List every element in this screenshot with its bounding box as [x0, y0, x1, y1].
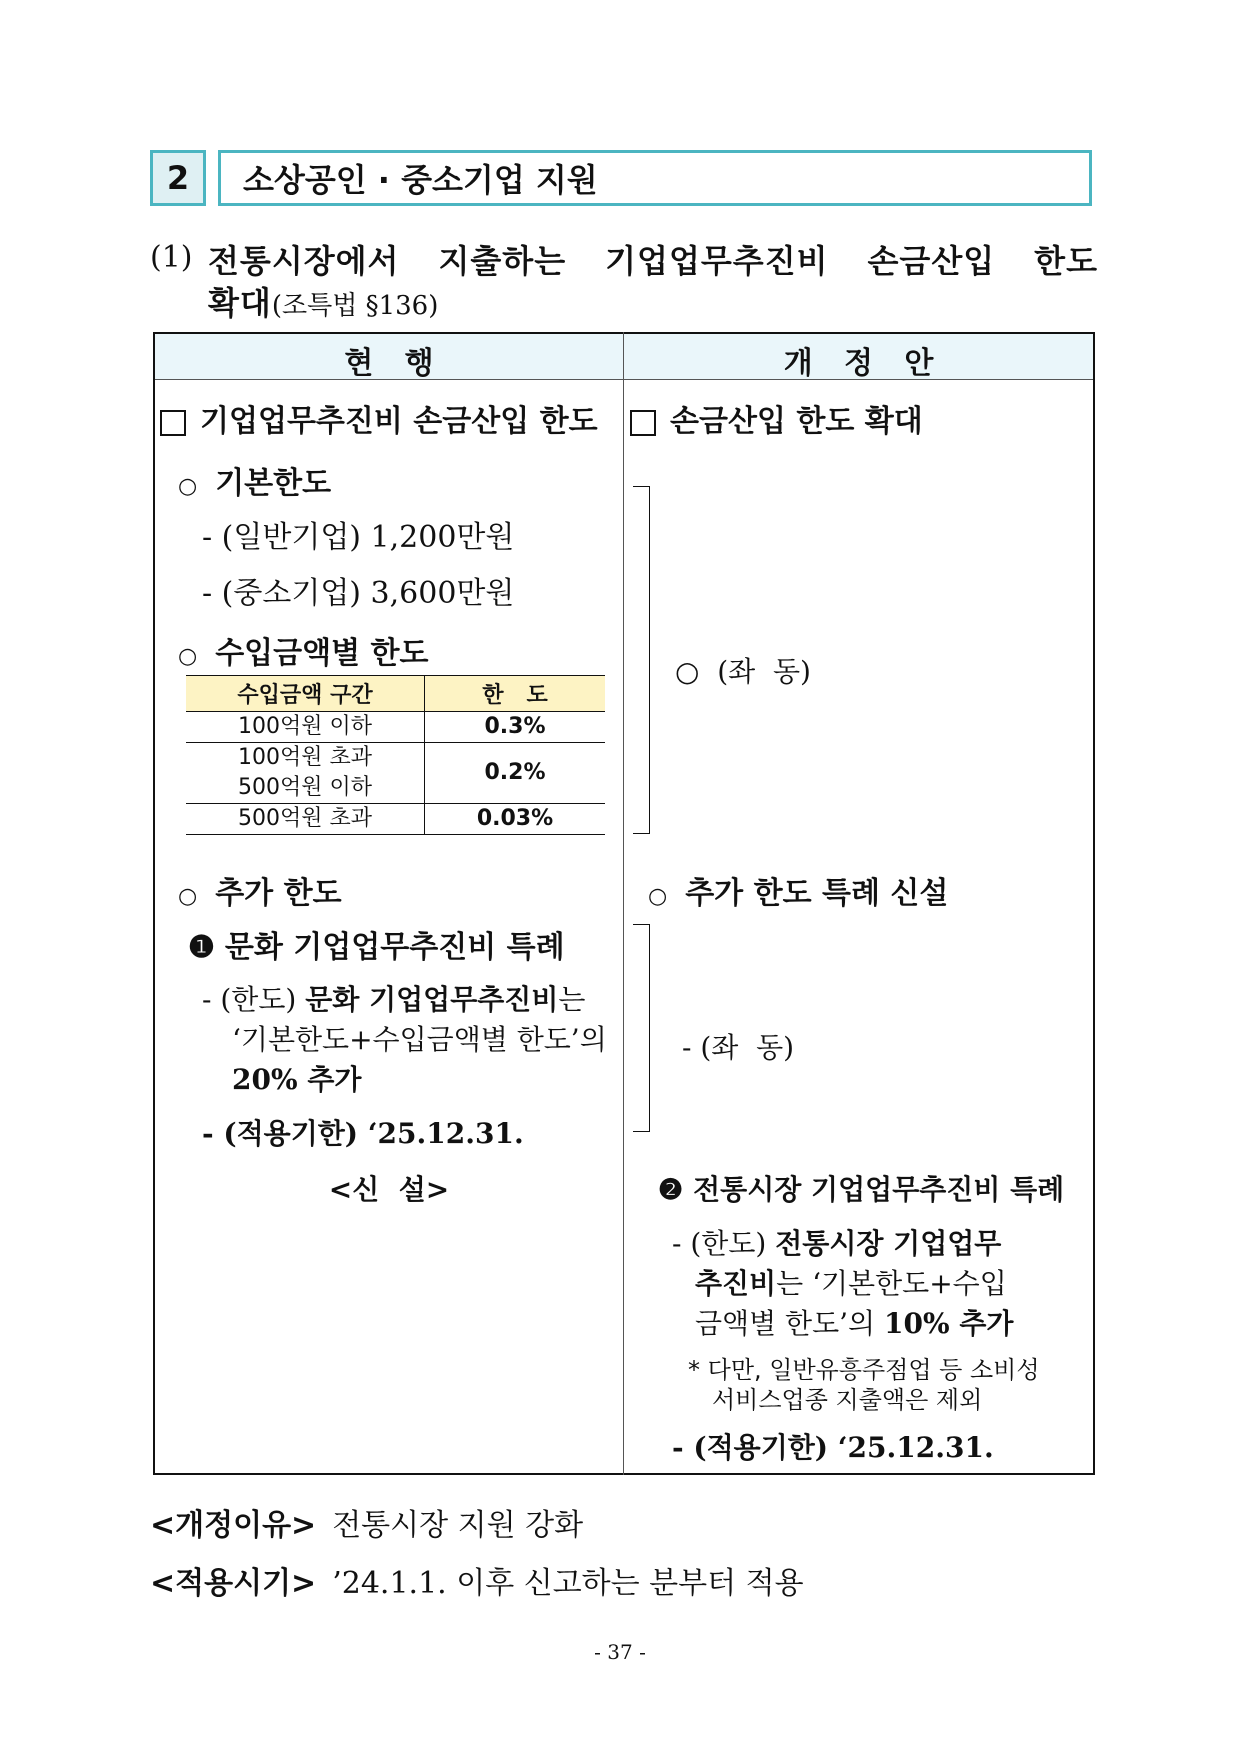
rate-value: 0.03% — [425, 804, 606, 835]
note-line2: 서비스업종 지출액은 제외 — [712, 1386, 983, 1414]
special1-line2: ‘기본한도+수입금액별 한도’의 — [232, 1023, 607, 1056]
table-row — [186, 743, 605, 804]
special2-line1: - (한도) 전통시장 기업업무 — [672, 1227, 1002, 1260]
current-heading: 기업업무추진비 손금산입 한도 — [160, 396, 598, 440]
circle-bullet-icon: ○ — [178, 473, 198, 499]
item-title-line2: 확대(조특법 §136) — [208, 284, 439, 322]
bracket-2 — [633, 924, 650, 1132]
bracket-1 — [633, 486, 650, 834]
special2-title: ❷ 전통시장 기업업무추진비 특례 — [658, 1173, 1065, 1206]
checkbox-square-icon — [630, 410, 656, 436]
circle-bullet-icon: ○ — [178, 643, 198, 669]
number-two-icon: ❷ — [658, 1173, 684, 1206]
new-label: <신 설> — [328, 1173, 450, 1206]
basic-limit: ○ 기본한도 — [178, 466, 332, 501]
checkbox-square-icon — [160, 410, 186, 436]
section-title: 소상공인 · 중소기업 지원 — [218, 150, 1092, 206]
rate-range: 100억원 이하 — [186, 712, 425, 743]
circle-bullet-icon: ○ — [178, 883, 198, 909]
table-row — [186, 804, 605, 835]
rate-range: 100억원 초과 500억원 이하 — [186, 743, 425, 804]
number-one-icon: ❶ — [188, 930, 215, 965]
item-number: (1) — [150, 240, 193, 275]
rate-value: 0.2% — [425, 743, 606, 804]
same-as-left-2: - (좌 동) — [682, 1031, 795, 1064]
special1-title: ❶ 문화 기업업무추진비 특례 — [188, 930, 565, 965]
page-number: - 37 - — [594, 1640, 646, 1664]
special1-line1: - (한도) 문화 기업업무추진비는 — [202, 983, 586, 1016]
rate-value: 0.3% — [425, 712, 606, 743]
additional-limit: ○ 추가 한도 — [178, 876, 342, 911]
special2-line2: 추진비는 ‘기본한도+수입 — [695, 1267, 1007, 1300]
item-title-line1: 전통시장에서 지출하는 기업업무추진비 손금산입 한도 — [208, 242, 1098, 280]
revised-heading: 손금산입 한도 확대 — [630, 396, 923, 440]
header-revised: 개 정 안 — [783, 346, 934, 381]
circle-bullet-icon: ○ — [648, 883, 668, 909]
special2-line3: 금액별 한도’의 10% 추가 — [695, 1307, 1014, 1340]
basic-item-sme: - (중소기업) 3,600만원 — [202, 576, 515, 611]
rate-table — [186, 675, 605, 835]
income-limit: ○ 수입금액별 한도 — [178, 636, 429, 671]
additional-special: ○ 추가 한도 특례 신설 — [648, 876, 949, 911]
special2-period: - (적용기한) ‘25.12.31. — [672, 1431, 994, 1464]
rate-table-header-rate: 한 도 — [425, 676, 606, 712]
basic-item-general: - (일반기업) 1,200만원 — [202, 520, 515, 555]
apply-line: <적용시기> ’24.1.1. 이후 신고하는 분부터 적용 — [150, 1566, 804, 1601]
section-number: 2 — [150, 150, 206, 206]
header-current: 현 행 — [344, 346, 434, 381]
same-as-left-1: ○ (좌 동) — [675, 655, 811, 688]
special1-line3: 20% 추가 — [232, 1063, 362, 1096]
column-divider — [623, 332, 624, 1475]
rate-range: 500억원 초과 — [186, 804, 425, 835]
reason-line: <개정이유> 전통시장 지원 강화 — [150, 1508, 584, 1543]
special1-period: - (적용기한) ‘25.12.31. — [202, 1117, 524, 1150]
rate-table-header-range: 수입금액 구간 — [186, 676, 425, 712]
note-line1: * 다만, 일반유흥주점업 등 소비성 — [688, 1356, 1040, 1384]
table-row — [186, 712, 605, 743]
